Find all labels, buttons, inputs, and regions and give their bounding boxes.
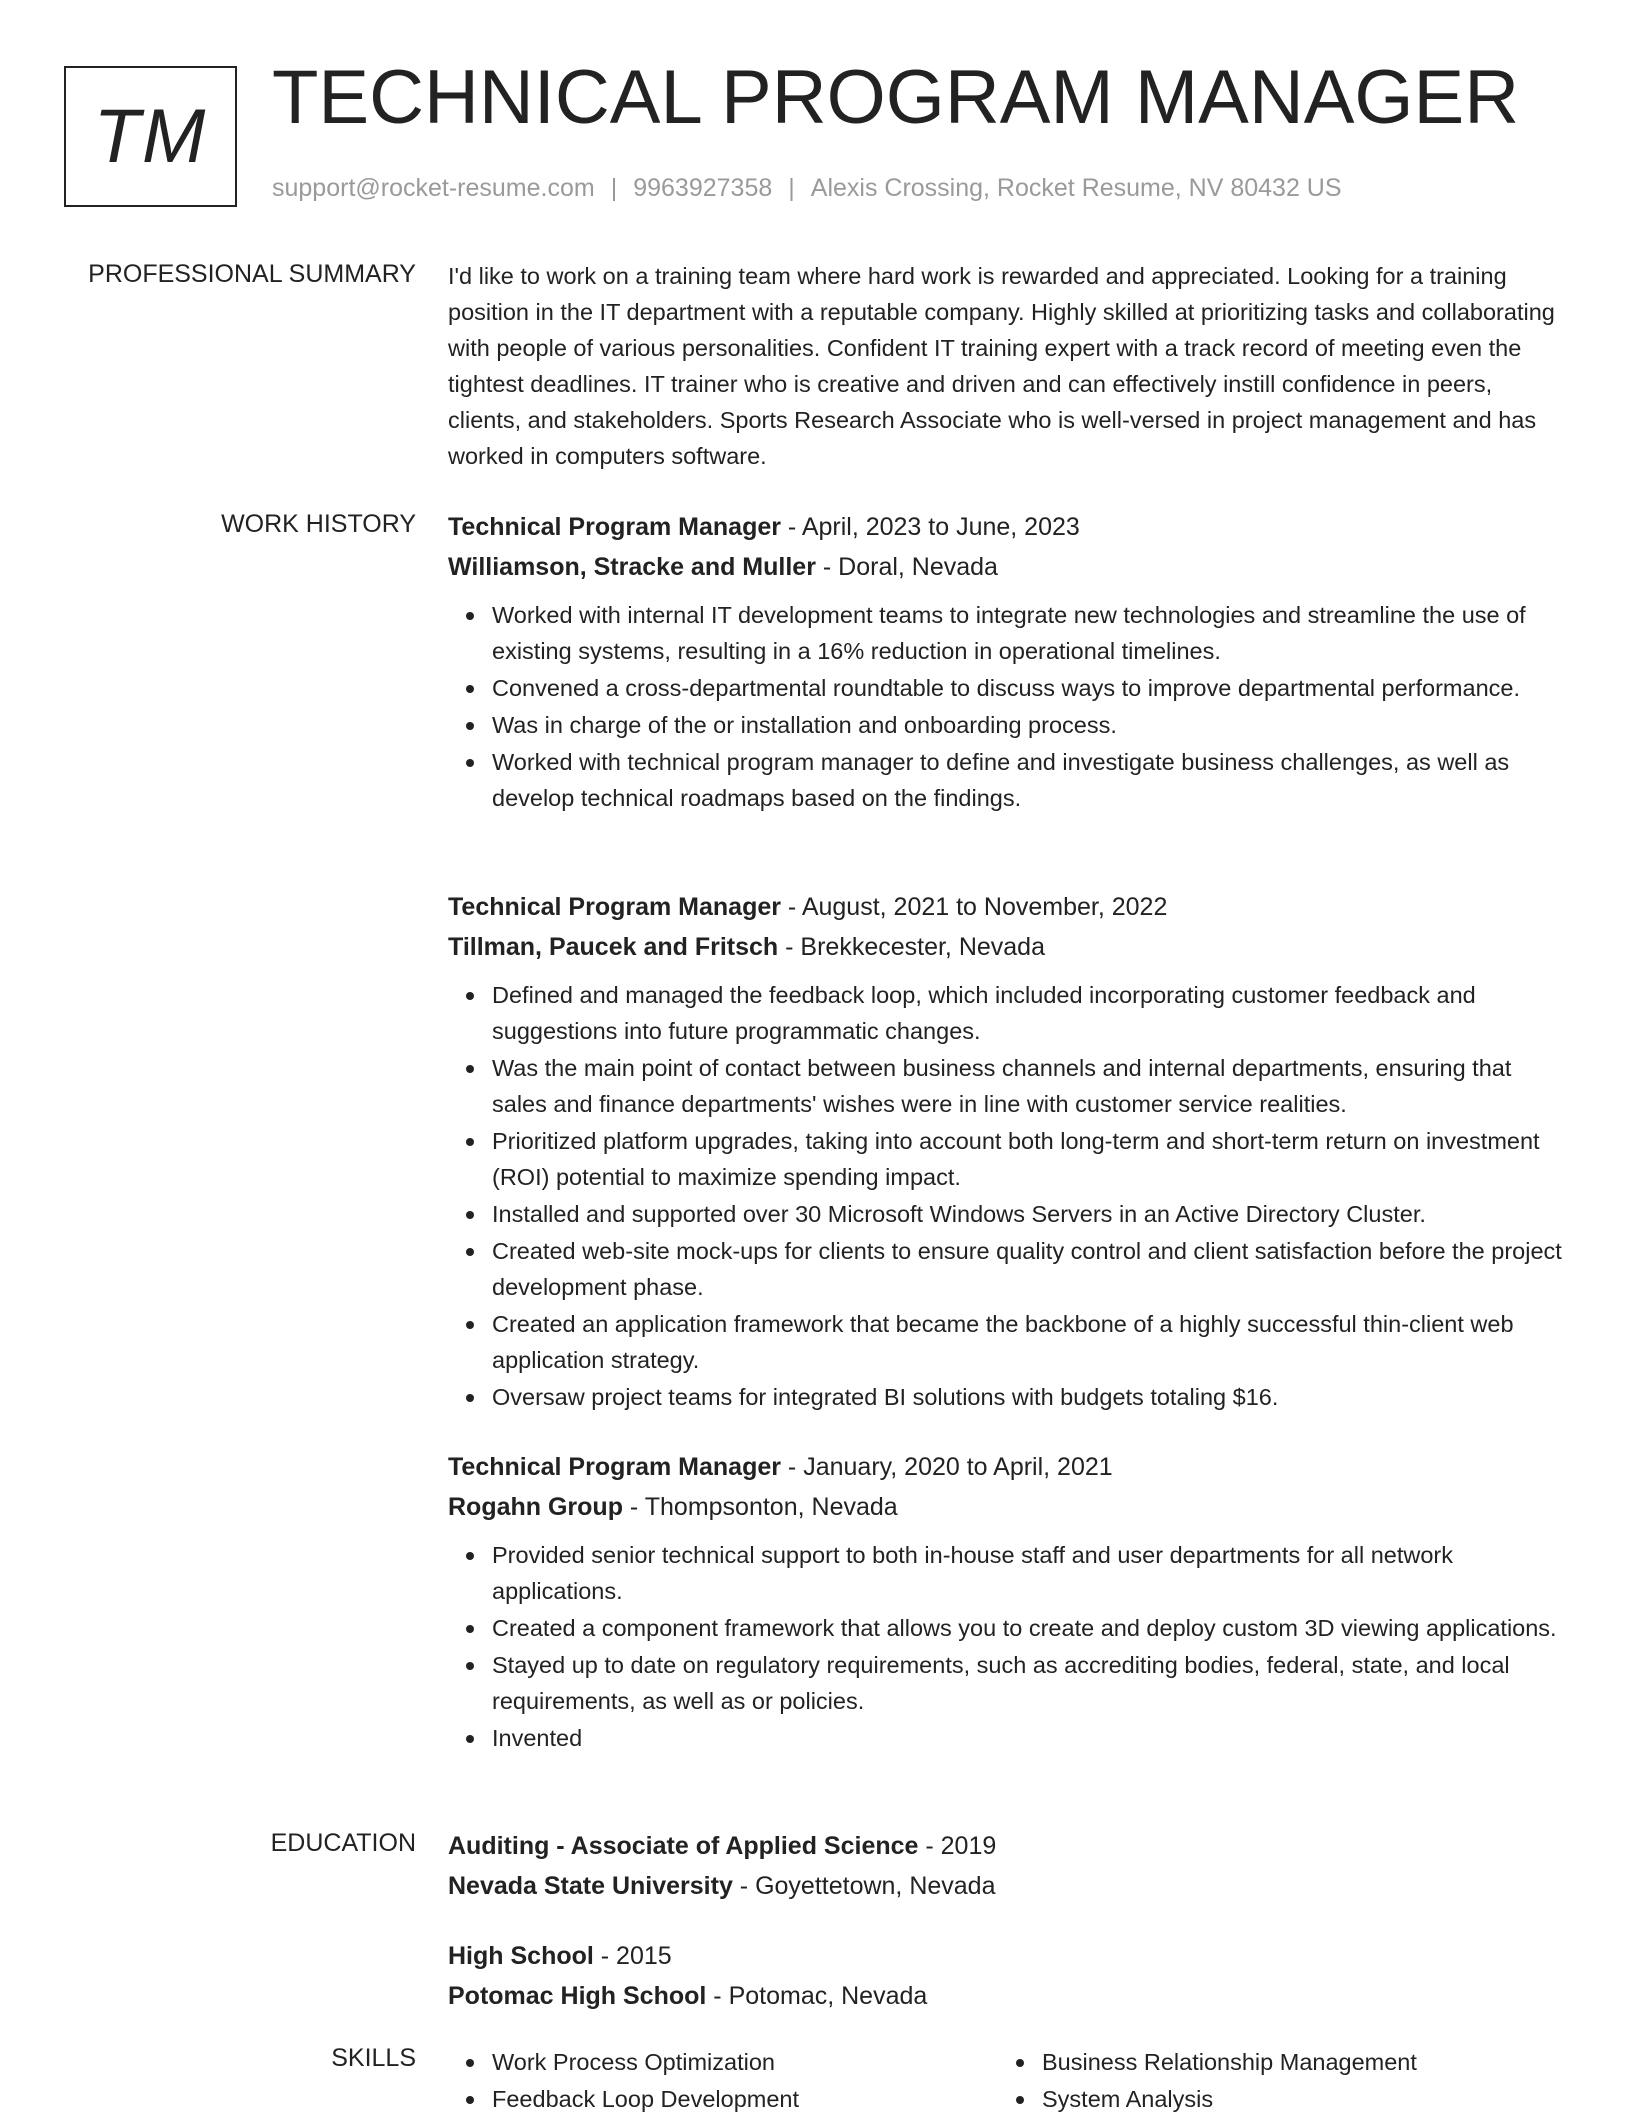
job-bullet: Installed and supported over 30 Microsoft Windows Servers in an Active Directory Cluster. — [492, 1196, 1568, 1232]
education-school-line — [448, 1866, 1568, 1906]
job-dates: - August, 2021 to November, 2022 — [780, 893, 1168, 921]
job-bullet: Oversaw project teams for integrated BI solutions with budgets totaling $16. — [492, 1379, 1568, 1415]
education-year: - 2019 — [918, 1832, 997, 1860]
job-entry — [448, 507, 1568, 817]
job-title-line — [448, 1447, 1568, 1487]
skills-body — [448, 2044, 1568, 2118]
job-title-line — [448, 887, 1568, 927]
skill-item: Work Process Optimization — [492, 2044, 998, 2080]
education-degree-line — [448, 1826, 1568, 1866]
skills-list-left — [448, 2044, 998, 2118]
contact-line — [272, 174, 1342, 203]
contact-separator: | — [788, 174, 795, 202]
contact-separator: | — [610, 174, 618, 202]
job-location: - Brekkecester, Nevada — [778, 933, 1045, 961]
skills-list-right — [998, 2044, 1548, 2118]
job-bullet: Worked with internal IT development teams to integrate new technologies and streamline the use of existing systems, resulting in a 16% reduction in operational timelines. — [492, 597, 1568, 669]
job-bullet: Was in charge of the or installation and onboarding process. — [492, 707, 1568, 743]
skill-item: Feedback Loop Development — [492, 2081, 998, 2117]
contact-address: Alexis Crossing, Rocket Resume, NV 80432 US — [810, 174, 1342, 202]
job-bullet: Invented — [492, 1720, 1568, 1756]
job-dates: - January, 2020 to April, 2021 — [780, 1453, 1113, 1481]
education-entry — [448, 1826, 1568, 1906]
education-location: - Goyettetown, Nevada — [732, 1872, 996, 1900]
summary-body — [448, 258, 1568, 474]
job-bullet: Convened a cross-departmental roundtable to discuss ways to improve departmental performance. — [492, 670, 1568, 706]
job-title-line — [448, 507, 1568, 547]
job-bullet: Provided senior technical support to both in-house staff and user departments for all network applications. — [492, 1537, 1568, 1609]
section-label-work-history: WORK HISTORY — [221, 510, 416, 538]
job-bullets — [448, 1537, 1568, 1756]
summary-text: I'd like to work on a training team where hard work is rewarded and appreciated. Looking for a training position in the IT department with a reputable company. Highly skilled at prioritizing tasks and collaborating with people of various personalities. Confident IT training expert with a track record of meeting even the tightest deadlines. IT trainer who is creative and driven and can effectively instill confidence in peers, clients, and stakeholders. Sports Research Associate who is well-versed in project management and has worked in computers software. — [448, 263, 1555, 469]
job-company-line — [448, 927, 1568, 967]
job-bullet: Stayed up to date on regulatory requirements, such as accrediting bodies, federal, state, and local requirements, as well as or policies. — [492, 1647, 1568, 1719]
education-degree: Auditing - Associate of Applied Science — [448, 1832, 919, 1860]
job-bullets — [448, 977, 1568, 1415]
job-bullet: Created a component framework that allows you to create and deploy custom 3D viewing applications. — [492, 1610, 1568, 1646]
contact-phone: 9963927358 — [633, 174, 773, 202]
job-bullets — [448, 597, 1568, 816]
job-entry — [448, 1447, 1568, 1757]
job-role: Technical Program Manager — [448, 893, 781, 921]
job-location: - Thompsonton, Nevada — [622, 1493, 898, 1521]
job-bullet: Defined and managed the feedback loop, which included incorporating customer feedback and suggestions into future programmatic changes. — [492, 977, 1568, 1049]
job-company-line — [448, 1487, 1568, 1527]
job-company: Rogahn Group — [448, 1493, 623, 1521]
job-dates: - April, 2023 to June, 2023 — [780, 513, 1080, 541]
job-location: - Doral, Nevada — [815, 553, 998, 581]
education-year: - 2015 — [593, 1942, 672, 1970]
education-location: - Potomac, Nevada — [706, 1982, 928, 2010]
job-entry — [448, 887, 1568, 1416]
job-bullet: Created web-site mock-ups for clients to ensure quality control and client satisfaction before the project development phase. — [492, 1233, 1568, 1305]
skill-item: Business Relationship Management — [1042, 2044, 1548, 2080]
job-bullet: Prioritized platform upgrades, taking into account both long-term and short-term return on investment (ROI) potential to maximize spending impact. — [492, 1123, 1568, 1195]
job-company: Tillman, Paucek and Fritsch — [448, 933, 779, 961]
monogram-logo: TM — [64, 66, 237, 207]
skill-item: System Analysis — [1042, 2081, 1548, 2117]
section-label-education: EDUCATION — [270, 1829, 416, 1857]
education-school: Potomac High School — [448, 1982, 707, 2010]
job-company: Williamson, Stracke and Muller — [448, 553, 816, 581]
skills-grid — [448, 2044, 1568, 2118]
education-entry — [448, 1936, 1568, 2016]
education-school-line — [448, 1976, 1568, 2016]
job-bullet: Was the main point of contact between business channels and internal departments, ensuring that sales and finance departments' wishes were in line with customer service realities. — [492, 1050, 1568, 1122]
page-title: TECHNICAL PROGRAM MANAGER — [272, 55, 1520, 140]
job-bullet: Created an application framework that became the backbone of a highly successful thin-client web application strategy. — [492, 1306, 1568, 1378]
section-label-skills: SKILLS — [331, 2044, 416, 2072]
education-degree: High School — [448, 1942, 594, 1970]
job-role: Technical Program Manager — [448, 1453, 781, 1481]
job-company-line — [448, 547, 1568, 587]
job-bullet: Worked with technical program manager to define and investigate business challenges, as well as develop technical roadmaps based on the findings. — [492, 744, 1568, 816]
job-role: Technical Program Manager — [448, 513, 781, 541]
education-school: Nevada State University — [448, 1872, 733, 1900]
section-label-summary: PROFESSIONAL SUMMARY — [88, 260, 416, 288]
contact-email[interactable]: support@rocket-resume.com — [272, 174, 595, 202]
education-degree-line — [448, 1936, 1568, 1976]
